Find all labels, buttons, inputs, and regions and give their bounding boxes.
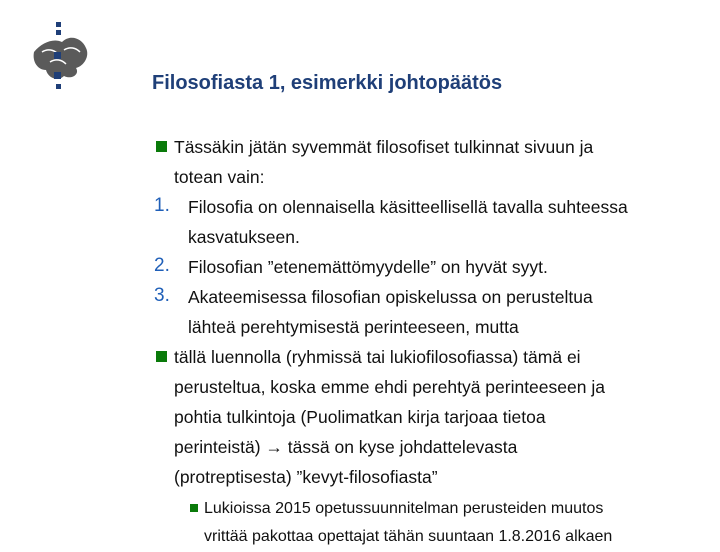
sub-bullet-text-line: vrittää pakottaa opettajat tähän suuntaan 1.8.2016 alkaen <box>204 528 613 545</box>
bullet-text-line: (protreptisesta) ”kevyt-filosofiasta” <box>174 467 438 487</box>
bullet-square-icon <box>156 141 167 152</box>
bullet-text-line: totean vain: <box>174 167 265 187</box>
bullet-text-line: perinteistä) → tässä on kyse johdattelevasta <box>174 437 518 457</box>
list-item-line: Filosofian ”etenemättömyydelle” on hyvät syyt. <box>188 257 548 277</box>
list-item-line: kasvatukseen. <box>188 227 300 247</box>
bullet-square-icon <box>156 351 167 362</box>
sub-bullet-square-icon <box>190 504 198 512</box>
bullet-text-line: perusteltua, koska emme ehdi perehtyä perinteeseen ja <box>174 377 605 397</box>
list-number: 1. <box>154 195 170 216</box>
bullet-text-line: Tässäkin jätän syvemmät filosofiset tulkinnat sivuun ja <box>174 137 594 157</box>
bullet-text-line: tällä luennolla (ryhmissä tai lukiofilosofiassa) tämä ei <box>174 347 581 367</box>
list-item-line: Akateemisessa filosofian opiskelussa on perusteltua <box>188 287 593 307</box>
bullet-text-line: pohtia tulkintoja (Puolimatkan kirja tarjoaa tietoa <box>174 407 546 427</box>
slide-title: Filosofiasta 1, esimerkki johtopäätös <box>152 72 503 94</box>
list-number: 3. <box>154 285 170 306</box>
list-number: 2. <box>154 255 170 276</box>
sub-bullet-text-line: Lukioissa 2015 opetussuunnitelman perusteiden muutos <box>204 500 604 517</box>
list-item-line: Filosofia on olennaisella käsitteellisellä tavalla suhteessa <box>188 197 628 217</box>
list-item-line: lähteä perehtymisestä perinteeseen, mutta <box>188 317 519 337</box>
